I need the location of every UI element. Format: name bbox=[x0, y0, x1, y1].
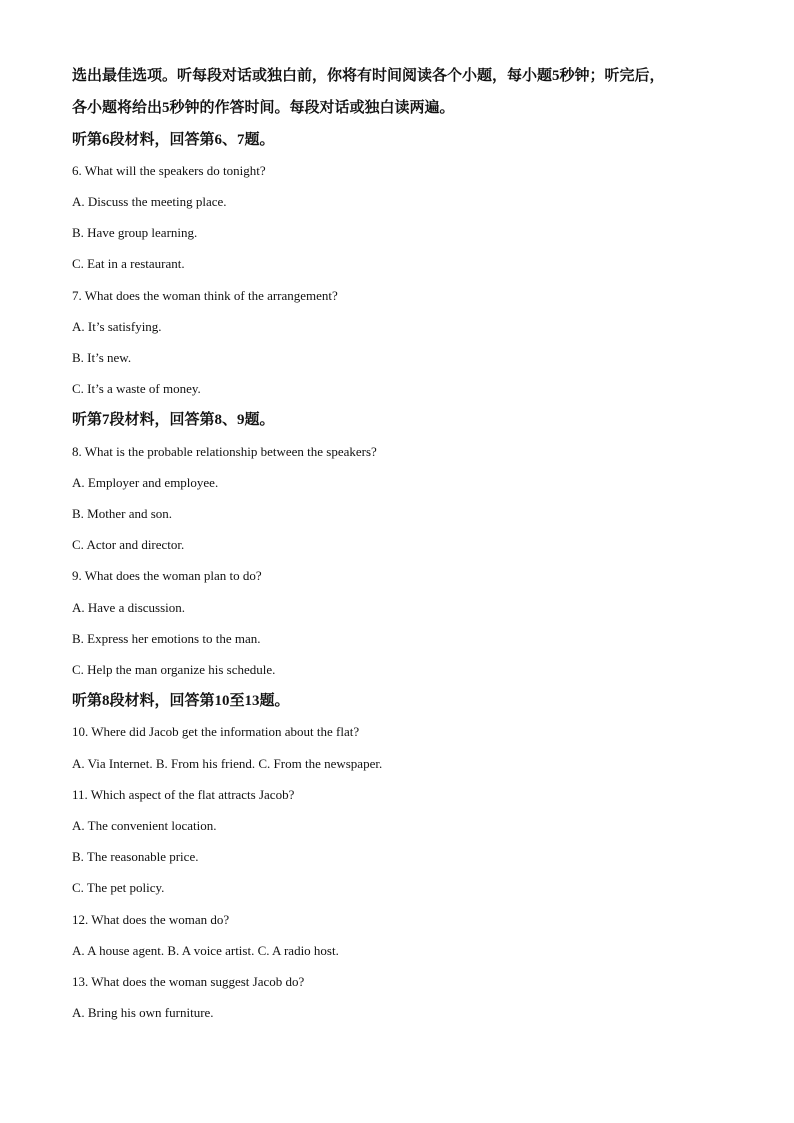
question-7: 7. What does the woman think of the arrangement? bbox=[72, 288, 338, 303]
option-11b: B. The reasonable price. bbox=[72, 849, 199, 864]
option-9a: A. Have a discussion. bbox=[72, 600, 186, 615]
option-6b: B. Have group learning. bbox=[72, 225, 198, 240]
question-8: 8. What is the probable relationship between the speakers? bbox=[72, 444, 377, 459]
section-8-heading: 听第8段材料，回答第10至13题。 bbox=[72, 693, 290, 709]
option-7c: C. It’s a waste of money. bbox=[72, 381, 201, 396]
question-6: 6. What will the speakers do tonight? bbox=[72, 163, 266, 178]
option-9c: C. Help the man organize his schedule. bbox=[72, 662, 276, 677]
intro-line-1: 选出最佳选项。听每段对话或独白前，你将有时间阅读各个小题，每小题5秒钟；听完后， bbox=[72, 68, 665, 84]
question-11: 11. Which aspect of the flat attracts Jacob? bbox=[72, 787, 295, 802]
section-7-heading: 听第7段材料，回答第8、9题。 bbox=[72, 412, 275, 428]
options-12: A. A house agent. B. A voice artist. C. A radio host. bbox=[72, 943, 339, 958]
option-13a: A. Bring his own furniture. bbox=[72, 1005, 214, 1020]
option-6c: C. Eat in a restaurant. bbox=[72, 256, 185, 271]
option-8a: A. Employer and employee. bbox=[72, 475, 219, 490]
option-11c: C. The pet policy. bbox=[72, 880, 165, 895]
question-9: 9. What does the woman plan to do? bbox=[72, 568, 262, 583]
intro-line-2: 各小题将给出5秒钟的作答时间。每段对话或独白读两遍。 bbox=[72, 100, 455, 116]
options-10: A. Via Internet. B. From his friend. C. From the newspaper. bbox=[72, 756, 383, 771]
question-13: 13. What does the woman suggest Jacob do? bbox=[72, 974, 305, 989]
option-11a: A. The convenient location. bbox=[72, 818, 217, 833]
option-9b: B. Express her emotions to the man. bbox=[72, 631, 261, 646]
option-7a: A. It’s satisfying. bbox=[72, 319, 162, 334]
section-6-heading: 听第6段材料，回答第6、7题。 bbox=[72, 132, 275, 148]
question-12: 12. What does the woman do? bbox=[72, 912, 230, 927]
option-7b: B. It’s new. bbox=[72, 350, 132, 365]
option-8c: C. Actor and director. bbox=[72, 537, 185, 552]
option-8b: B. Mother and son. bbox=[72, 506, 173, 521]
question-10: 10. Where did Jacob get the information about the flat? bbox=[72, 724, 360, 739]
option-6a: A. Discuss the meeting place. bbox=[72, 194, 227, 209]
